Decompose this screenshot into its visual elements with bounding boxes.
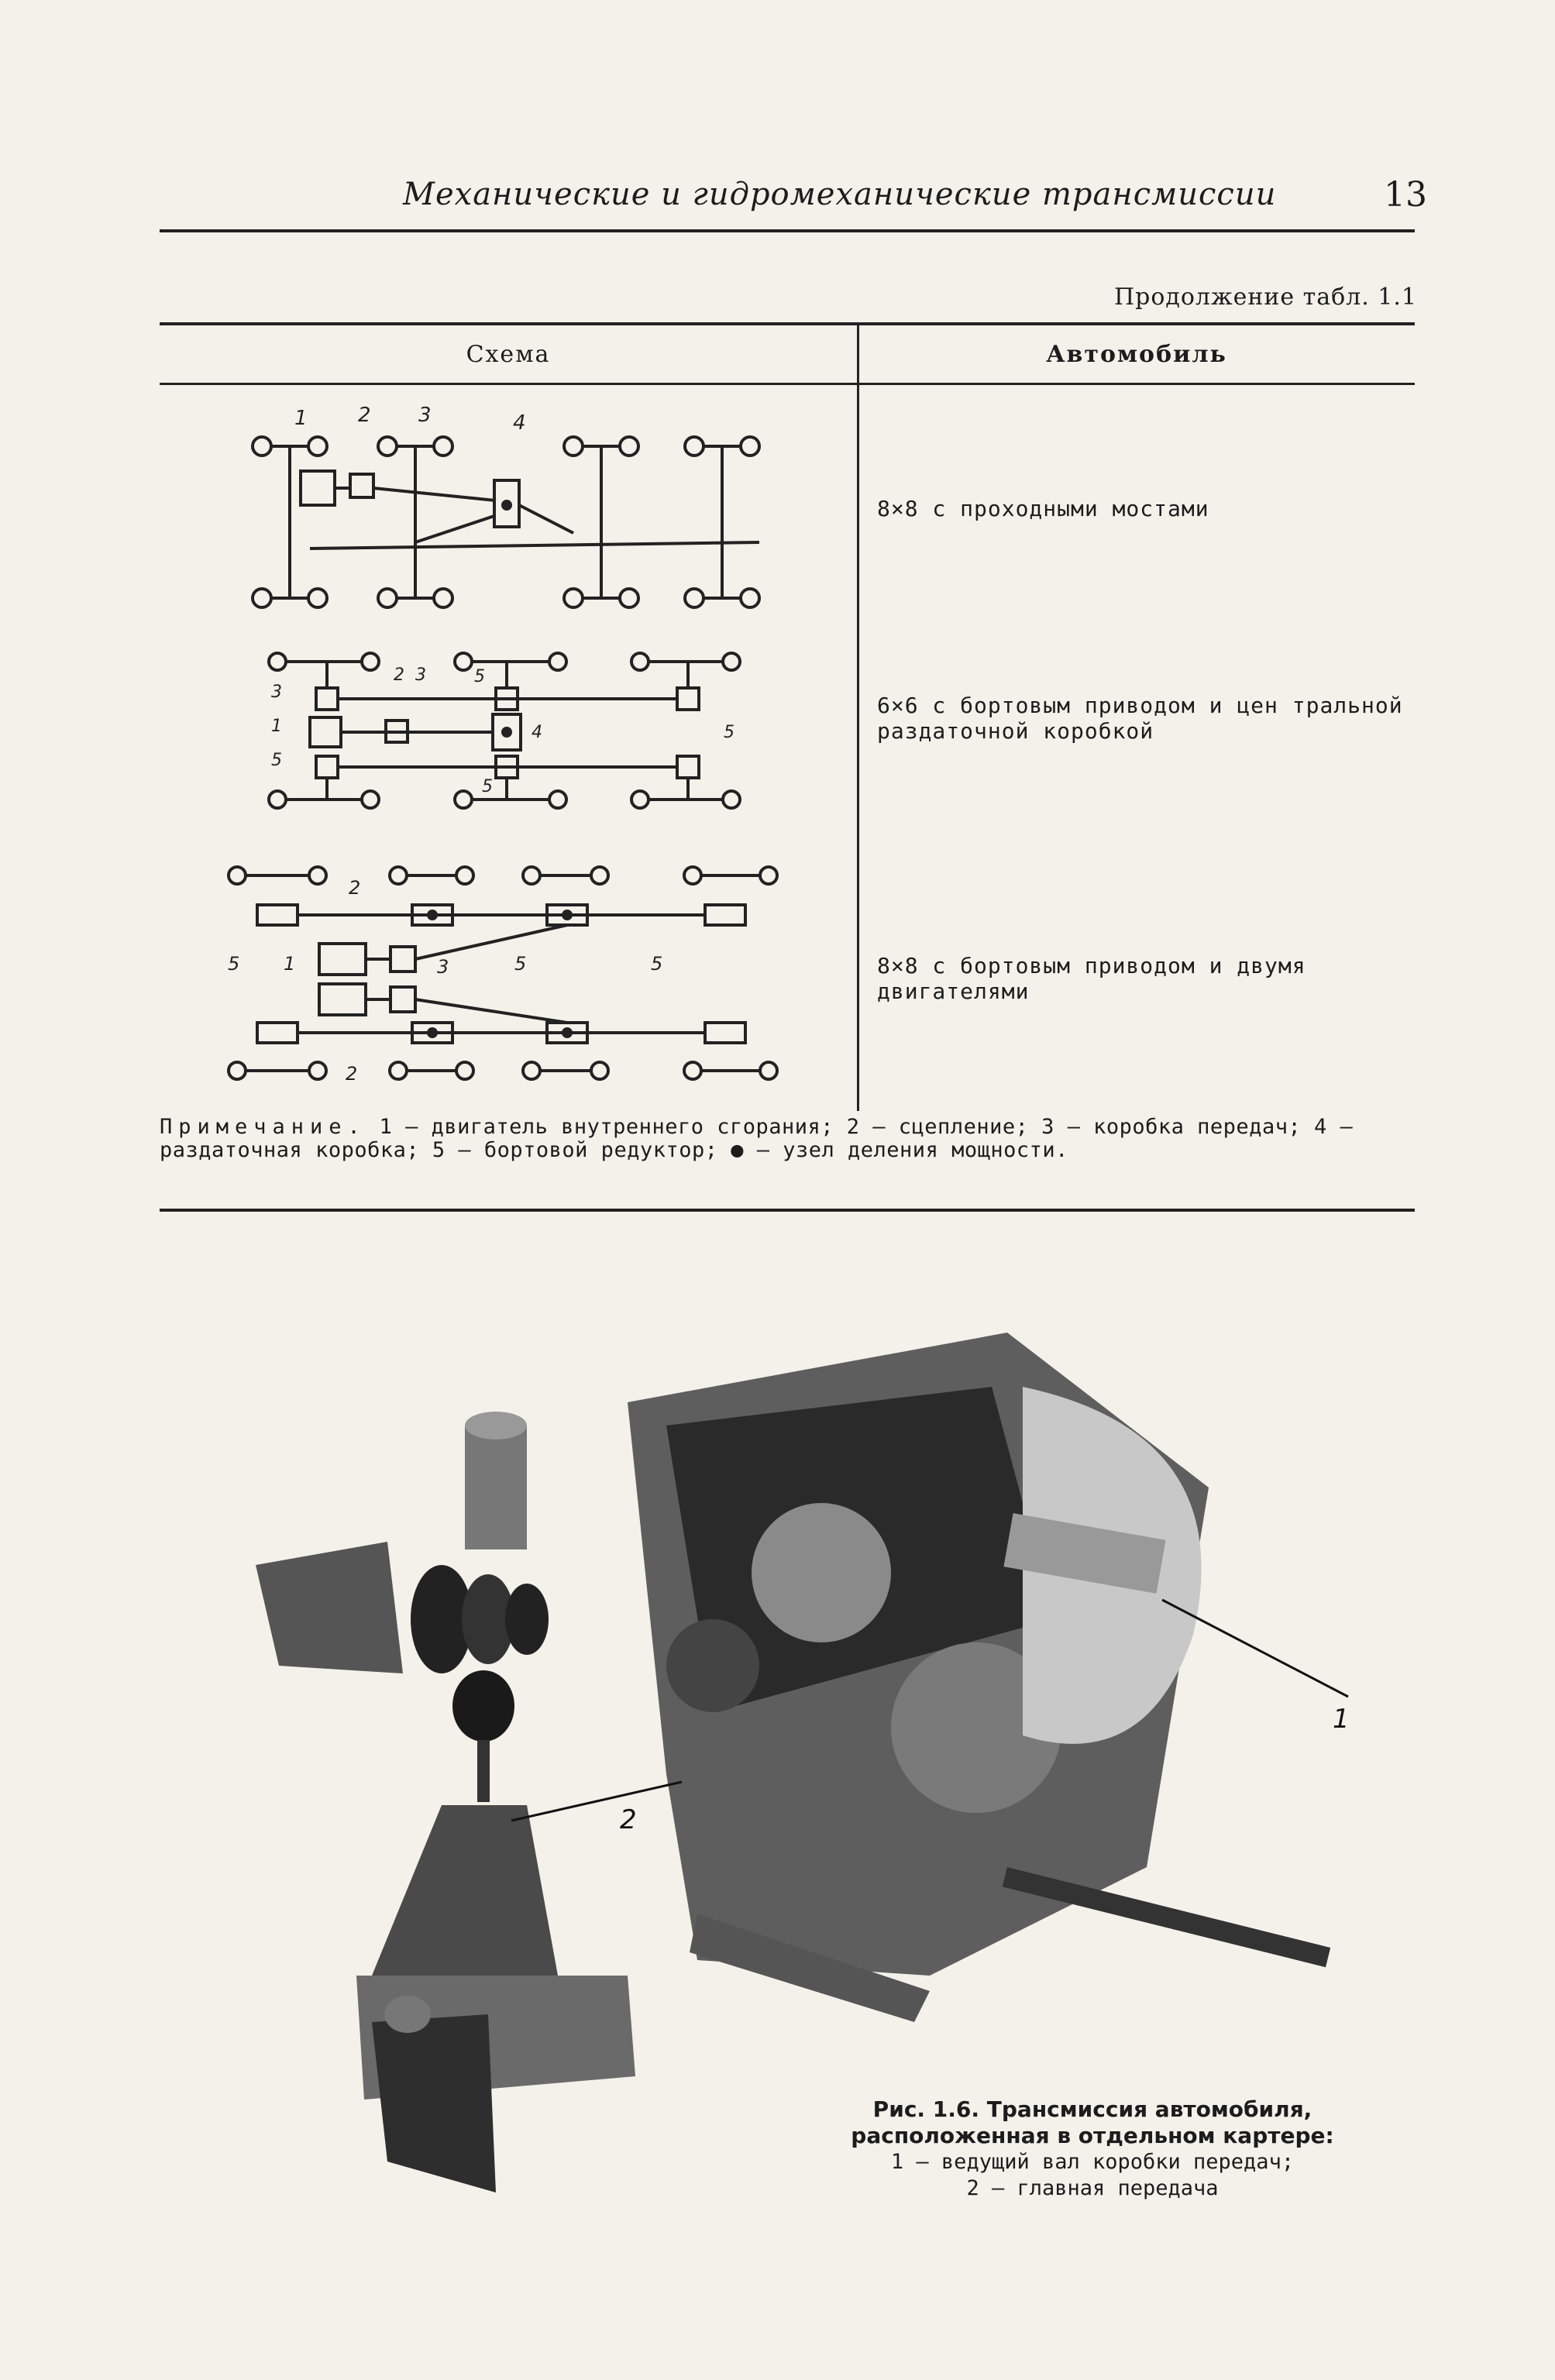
table-top-rule <box>160 322 1415 325</box>
figure-label: 1 <box>1333 1704 1350 1735</box>
scheme-6x6-side-drive <box>256 648 767 817</box>
scheme-label: 2 <box>358 404 371 427</box>
scheme-label: 2 <box>346 1063 358 1085</box>
scheme-8x8-two-engines <box>217 860 806 1094</box>
scheme-label: 3 <box>271 683 282 702</box>
scheme-label: 4 <box>532 723 542 742</box>
figure-caption <box>783 2096 1402 2202</box>
figure-label: 2 <box>620 1804 637 1835</box>
vehicle-row-2: 6×6 с бортовым приводом и цен тральной раздаточной коробкой <box>877 693 1403 744</box>
engine-box <box>301 471 335 505</box>
caption-legend-2: 2 — главная передача <box>966 2176 1219 2200</box>
column-header-vehicle: Автомобиль <box>1046 341 1227 368</box>
scheme-label: 5 <box>514 953 527 975</box>
note-label: Примечание. <box>160 1115 366 1139</box>
gearbox-housing <box>628 1333 1209 1976</box>
scheme-label: 1 <box>271 717 282 736</box>
scheme-label: 4 <box>513 411 526 435</box>
gearbox-box <box>350 474 373 497</box>
caption-title: Рис. 1.6. Трансмиссия автомобиля, расположенная в отдельном картере: <box>851 2096 1334 2148</box>
cv-joint-boot <box>256 1412 549 1673</box>
page-number: 13 <box>1384 175 1427 215</box>
scheme-label: 3 <box>437 956 449 978</box>
note-text: 1 — двигатель внутреннего сгорания; 2 — сцепление; 3 — коробка передач; 4 — раздаточная коробка; 5 — бортовой редуктор; ● — узел деления мощности. <box>160 1115 1354 1162</box>
scheme-label: 3 <box>418 404 432 427</box>
transmission-illustration <box>232 1232 1364 2208</box>
vehicle-row-1: 8×8 с проходными мостами <box>877 496 1209 521</box>
scheme-label: 2 <box>349 877 361 899</box>
scheme-label: 1 <box>294 407 308 430</box>
scheme-label: 5 <box>271 751 282 770</box>
axle-group <box>253 437 759 607</box>
scheme-label: 5 <box>474 667 485 686</box>
scheme-label: 1 <box>284 953 296 975</box>
table-note <box>160 1116 1415 1162</box>
table-header-rule <box>160 383 1415 385</box>
scheme-label: 5 <box>228 953 240 975</box>
scheme-label: 5 <box>724 723 734 742</box>
table-column-divider <box>857 324 859 1111</box>
running-title: Механические и гидромеханические трансмиссии <box>403 177 1277 212</box>
scheme-label: 5 <box>482 777 493 796</box>
column-header-scheme: Схема <box>466 341 551 368</box>
header-rule <box>160 229 1415 232</box>
scheme-label: 3 <box>415 666 426 685</box>
vehicle-row-3: 8×8 с бортовым приводом и двумя двигателями <box>877 953 1306 1004</box>
gear-lever-assembly <box>356 1670 635 2193</box>
scheme-label: 2 <box>394 666 404 685</box>
caption-legend-1: 1 — ведущий вал коробки передач; <box>890 2150 1295 2174</box>
scheme-label: 5 <box>651 953 663 975</box>
scheme-8x8-through-axles <box>232 403 790 628</box>
table-continuation: Продолжение табл. 1.1 <box>1113 284 1417 311</box>
table-bottom-rule <box>160 1209 1415 1212</box>
